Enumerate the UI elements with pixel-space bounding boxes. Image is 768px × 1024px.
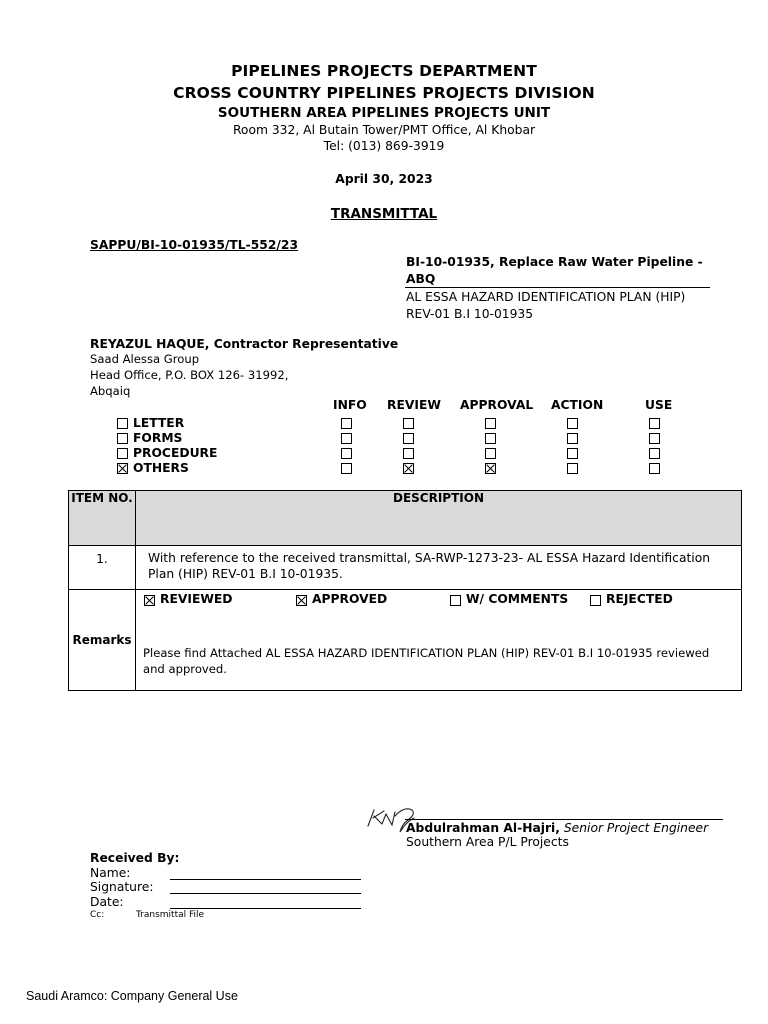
purpose-checkbox[interactable]: [403, 418, 414, 429]
cc-value: Transmittal File: [136, 910, 205, 920]
status-option-label: APPROVED: [311, 592, 388, 606]
doc-type-checkbox[interactable]: [117, 463, 128, 474]
department-heading: PIPELINES PROJECTS DEPARTMENT: [231, 62, 537, 80]
table-row: [69, 546, 742, 590]
addressee-heading: [90, 337, 398, 351]
document-title: TRANSMITTAL: [330, 206, 438, 222]
addressee-address-2: Abqaiq: [90, 384, 131, 398]
addressee-name: REYAZUL HAQUE,: [90, 337, 210, 351]
received-name-line[interactable]: [170, 879, 361, 880]
signatory-title: Senior Project Engineer: [559, 821, 709, 835]
document-date: April 30, 2023: [335, 172, 433, 186]
doc-title-wrap: [0, 203, 768, 222]
remarks-cell: [135, 590, 741, 691]
received-signature-line[interactable]: [170, 893, 361, 894]
addressee-role: Contractor Representative: [209, 337, 399, 351]
doc-type-label: OTHERS: [133, 461, 189, 475]
subject-line-4: REV-01 B.I 10-01935: [406, 307, 534, 321]
table-header-row: [69, 491, 742, 546]
purpose-header-approval: APPROVAL: [460, 398, 534, 412]
purpose-checkbox[interactable]: [567, 448, 578, 459]
cc-label: Cc:: [90, 910, 105, 920]
column-header-item: ITEM NO.: [69, 491, 136, 546]
doc-type-label: PROCEDURE: [133, 446, 218, 460]
addressee-company: Saad Alessa Group: [90, 352, 200, 366]
item-number: 1.: [69, 546, 136, 590]
status-checkbox[interactable]: [144, 595, 155, 606]
unit-heading: SOUTHERN AREA PIPELINES PROJECTS UNIT: [217, 105, 551, 121]
purpose-header-info: INFO: [333, 398, 367, 412]
purpose-checkbox[interactable]: [485, 448, 496, 459]
office-address: Room 332, Al Butain Tower/PMT Office, Al Khobar: [232, 123, 536, 137]
signatory-name: Abdulrahman Al-Hajri,: [406, 821, 560, 835]
purpose-checkbox[interactable]: [649, 463, 660, 474]
status-checkbox[interactable]: [296, 595, 307, 606]
item-description: With reference to the received transmittal, SA-RWP-1273-23- AL ESSA Hazard Identification Plan (HIP) REV-01 B.I 10-01935.: [135, 546, 741, 590]
status-option-label: REJECTED: [605, 592, 673, 606]
received-date-label: Date:: [90, 895, 124, 909]
status-option-label: REVIEWED: [159, 592, 233, 606]
status-checkbox[interactable]: [450, 595, 461, 606]
purpose-checkbox[interactable]: [341, 433, 352, 444]
subject-divider: [405, 287, 710, 288]
purpose-checkbox[interactable]: [485, 433, 496, 444]
addressee-address-1: Head Office, P.O. BOX 126- 31992,: [90, 368, 289, 382]
transmittal-table: [68, 490, 742, 691]
signatory-organization: Southern Area P/L Projects: [406, 835, 569, 849]
subject-line-3: AL ESSA HAZARD IDENTIFICATION PLAN (HIP): [406, 290, 686, 304]
remarks-text: Please find Attached AL ESSA HAZARD IDENTIFICATION PLAN (HIP) REV-01 B.I 10-01935 reviewed and approved.: [142, 646, 710, 676]
purpose-checkbox[interactable]: [341, 463, 352, 474]
purpose-checkbox[interactable]: [341, 448, 352, 459]
purpose-checkbox[interactable]: [485, 463, 496, 474]
purpose-checkbox[interactable]: [649, 418, 660, 429]
purpose-checkbox[interactable]: [567, 433, 578, 444]
received-signature-label: Signature:: [90, 880, 154, 894]
purpose-checkbox[interactable]: [649, 448, 660, 459]
subject-line-2: ABQ: [406, 272, 436, 286]
purpose-checkbox[interactable]: [649, 433, 660, 444]
column-header-description: DESCRIPTION: [135, 491, 741, 546]
doc-type-checkbox[interactable]: [117, 433, 128, 444]
received-date-line[interactable]: [170, 908, 361, 909]
office-phone: Tel: (013) 869-3919: [323, 139, 445, 153]
classification-footer: Saudi Aramco: Company General Use: [26, 989, 238, 1003]
received-by-heading: Received By:: [90, 851, 180, 865]
signature-line: [405, 819, 723, 820]
purpose-header-review: REVIEW: [387, 398, 441, 412]
purpose-checkbox[interactable]: [403, 463, 414, 474]
purpose-checkbox[interactable]: [403, 433, 414, 444]
doc-type-label: FORMS: [133, 431, 183, 445]
signatory-block: [406, 821, 708, 835]
reference-number: SAPPU/BI-10-01935/TL-552/23: [90, 238, 299, 252]
purpose-header-use: USE: [645, 398, 673, 412]
status-option-label: W/ COMMENTS: [465, 592, 569, 606]
doc-type-checkbox[interactable]: [117, 448, 128, 459]
purpose-checkbox[interactable]: [567, 418, 578, 429]
subject-line-1: BI-10-01935, Replace Raw Water Pipeline -: [406, 255, 703, 269]
remarks-row: [69, 590, 742, 691]
division-heading: CROSS COUNTRY PIPELINES PROJECTS DIVISION: [173, 84, 595, 102]
purpose-checkbox[interactable]: [403, 448, 414, 459]
remarks-label: Remarks: [69, 590, 136, 691]
received-name-label: Name:: [90, 866, 131, 880]
purpose-checkbox[interactable]: [485, 418, 496, 429]
status-checkbox[interactable]: [590, 595, 601, 606]
purpose-checkbox[interactable]: [567, 463, 578, 474]
purpose-header-action: ACTION: [551, 398, 604, 412]
doc-type-label: LETTER: [133, 416, 185, 430]
doc-type-checkbox[interactable]: [117, 418, 128, 429]
purpose-checkbox[interactable]: [341, 418, 352, 429]
